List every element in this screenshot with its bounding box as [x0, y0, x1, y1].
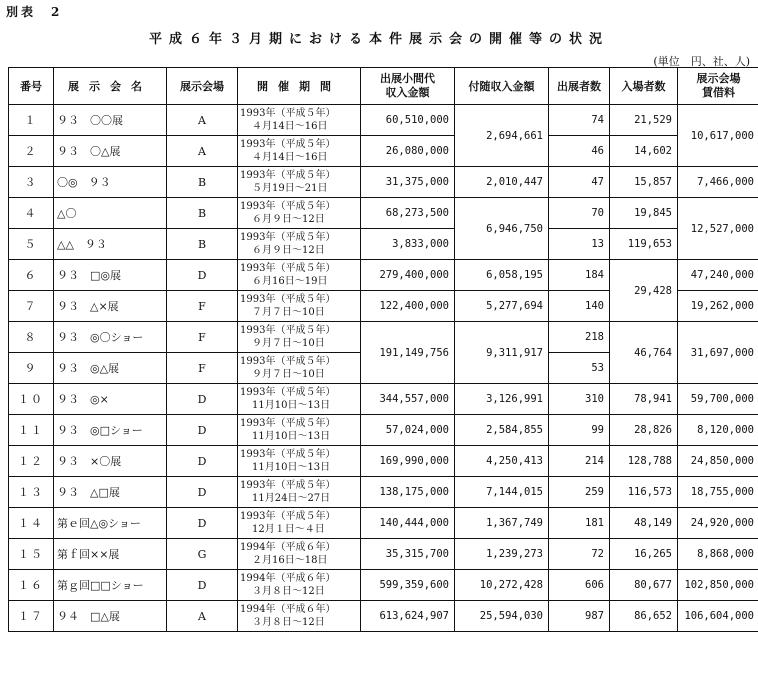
- table-row: [9, 446, 758, 477]
- row-no: １３: [9, 477, 54, 508]
- exhibitor-count: 218: [549, 322, 610, 353]
- period: [238, 105, 361, 136]
- exhibition-name: ９４ □△展: [54, 601, 167, 632]
- row-no: １０: [9, 384, 54, 415]
- period: [238, 477, 361, 508]
- venue: A: [167, 105, 238, 136]
- period: [238, 570, 361, 601]
- venue: G: [167, 539, 238, 570]
- venue: D: [167, 260, 238, 291]
- exhibition-name: 〇◎ ９３: [54, 167, 167, 198]
- booth-revenue: 31,375,000: [361, 167, 455, 198]
- venue-rent: 19,262,000: [678, 291, 758, 322]
- exhibitor-count: 606: [549, 570, 610, 601]
- exhibitor-count: 140: [549, 291, 610, 322]
- table-row: [9, 477, 758, 508]
- exhibition-name: 第ｇ回□□ショー: [54, 570, 167, 601]
- venue: F: [167, 291, 238, 322]
- visitor-count: 14,602: [610, 136, 678, 167]
- venue: B: [167, 198, 238, 229]
- row-no: ４: [9, 198, 54, 229]
- period: [238, 260, 361, 291]
- incidental-income: 9,311,917: [455, 322, 549, 384]
- booth-revenue: 60,510,000: [361, 105, 455, 136]
- booth-revenue: 35,315,700: [361, 539, 455, 570]
- incidental-income: 2,584,855: [455, 415, 549, 446]
- visitor-count: 46,764: [610, 322, 678, 384]
- incidental-income: 6,058,195: [455, 260, 549, 291]
- exhibition-name: ９３ ◎□ショー: [54, 415, 167, 446]
- period-dates: 12月１日～４日: [252, 524, 325, 535]
- period-year: 1993年（平成５年）: [240, 480, 336, 491]
- period-dates: ９月７日～10日: [252, 338, 325, 349]
- booth-revenue: 68,273,500: [361, 198, 455, 229]
- period-dates: ２月16日～18日: [252, 555, 328, 566]
- exhibition-name: ９３ 〇〇展: [54, 105, 167, 136]
- venue-rent: 47,240,000: [678, 260, 758, 291]
- period: [238, 322, 361, 353]
- booth-revenue: 26,080,000: [361, 136, 455, 167]
- booth-revenue: 138,175,000: [361, 477, 455, 508]
- venue-rent: 102,850,000: [678, 570, 758, 601]
- visitor-count: 78,941: [610, 384, 678, 415]
- table-row: [9, 570, 758, 601]
- period-year: 1993年（平成５年）: [240, 356, 336, 367]
- venue: D: [167, 446, 238, 477]
- period-dates: ４月14日～16日: [252, 152, 328, 163]
- row-no: １５: [9, 539, 54, 570]
- period: [238, 229, 361, 260]
- period: [238, 291, 361, 322]
- exhibition-name: ９３ ×〇展: [54, 446, 167, 477]
- period-year: 1994年（平成６年）: [240, 542, 336, 553]
- incidental-income: 1,239,273: [455, 539, 549, 570]
- incidental-income: 2,010,447: [455, 167, 549, 198]
- period: [238, 539, 361, 570]
- table-row: [9, 167, 758, 198]
- incidental-income: 7,144,015: [455, 477, 549, 508]
- period-dates: ５月19日～21日: [252, 183, 328, 194]
- period-year: 1993年（平成５年）: [240, 418, 336, 429]
- exhibition-name: ９３ 〇△展: [54, 136, 167, 167]
- period: [238, 601, 361, 632]
- visitor-count: 86,652: [610, 601, 678, 632]
- row-no: ８: [9, 322, 54, 353]
- venue-rent: 31,697,000: [678, 322, 758, 384]
- table-row: [9, 601, 758, 632]
- venue-rent: 8,120,000: [678, 415, 758, 446]
- unit-note: (単位 円、社、人): [653, 55, 750, 68]
- exhibitor-count: 181: [549, 508, 610, 539]
- booth-revenue: 57,024,000: [361, 415, 455, 446]
- venue-rent: 7,466,000: [678, 167, 758, 198]
- venue-rent: 12,527,000: [678, 198, 758, 260]
- venue: A: [167, 136, 238, 167]
- period-dates: ７月７日～10日: [252, 307, 325, 318]
- booth-revenue: 140,444,000: [361, 508, 455, 539]
- header-venue-rent-l1: 展示会場: [696, 72, 741, 85]
- header-no: 番号: [9, 68, 54, 105]
- header-visitors: 入場者数: [610, 68, 678, 105]
- period: [238, 136, 361, 167]
- header-exhibitors: 出展者数: [549, 68, 610, 105]
- venue: F: [167, 322, 238, 353]
- exhibitor-count: 310: [549, 384, 610, 415]
- header-venue-rent-l2: 賃借料: [702, 86, 735, 99]
- table-row: [9, 229, 758, 260]
- period-dates: ９月７日～10日: [252, 369, 325, 380]
- period-year: 1993年（平成５年）: [240, 294, 336, 305]
- visitor-count: 21,529: [610, 105, 678, 136]
- exhibitor-count: 74: [549, 105, 610, 136]
- period-year: 1994年（平成６年）: [240, 573, 336, 584]
- document-label: 別表 2: [6, 5, 63, 19]
- table-row: [9, 136, 758, 167]
- header-booth-revenue-l2: 収入金額: [385, 86, 430, 99]
- row-no: ５: [9, 229, 54, 260]
- period: [238, 167, 361, 198]
- period-year: 1993年（平成５年）: [240, 449, 336, 460]
- venue: A: [167, 601, 238, 632]
- row-no: １: [9, 105, 54, 136]
- row-no: ９: [9, 353, 54, 384]
- exhibition-name: ９３ △□展: [54, 477, 167, 508]
- exhibitor-count: 53: [549, 353, 610, 384]
- row-no: ３: [9, 167, 54, 198]
- exhibition-name: ９３ ◎×: [54, 384, 167, 415]
- period-dates: ６月16日～19日: [252, 276, 328, 287]
- visitor-count: 48,149: [610, 508, 678, 539]
- incidental-income: 25,594,030: [455, 601, 549, 632]
- period-year: 1993年（平成５年）: [240, 511, 336, 522]
- period: [238, 446, 361, 477]
- row-no: １２: [9, 446, 54, 477]
- venue: F: [167, 353, 238, 384]
- table-row: [9, 384, 758, 415]
- table-row: [9, 539, 758, 570]
- period-dates: 11月24日～27日: [252, 493, 331, 504]
- venue: D: [167, 415, 238, 446]
- exhibitor-count: 47: [549, 167, 610, 198]
- document-title: 平成６年３月期における本件展示会の開催等の状況: [148, 32, 609, 47]
- period: [238, 384, 361, 415]
- visitor-count: 29,428: [610, 260, 678, 322]
- venue: D: [167, 570, 238, 601]
- exhibition-name: △△ ９３: [54, 229, 167, 260]
- exhibition-name: △〇: [54, 198, 167, 229]
- period-year: 1993年（平成５年）: [240, 232, 336, 243]
- booth-revenue: 344,557,000: [361, 384, 455, 415]
- period: [238, 508, 361, 539]
- exhibition-name: ９３ ◎〇ショー: [54, 322, 167, 353]
- period-dates: ３月８日～12日: [252, 617, 325, 628]
- header-venue-rent: [678, 68, 758, 105]
- table-row: [9, 508, 758, 539]
- exhibition-name: ９３ □◎展: [54, 260, 167, 291]
- header-period: 開催期間: [238, 68, 361, 105]
- header-booth-revenue: [361, 68, 455, 105]
- header-name: 展示会名: [54, 68, 167, 105]
- visitor-count: 128,788: [610, 446, 678, 477]
- incidental-income: 6,946,750: [455, 198, 549, 260]
- exhibition-name: ９３ △×展: [54, 291, 167, 322]
- visitor-count: 15,857: [610, 167, 678, 198]
- exhibitor-count: 184: [549, 260, 610, 291]
- visitor-count: 116,573: [610, 477, 678, 508]
- period-dates: 11月10日～13日: [252, 462, 331, 473]
- visitor-count: 16,265: [610, 539, 678, 570]
- table-row: [9, 415, 758, 446]
- venue-rent: 106,604,000: [678, 601, 758, 632]
- exhibition-name: 第ｆ回××展: [54, 539, 167, 570]
- venue: B: [167, 167, 238, 198]
- period-dates: ６月９日～12日: [252, 214, 325, 225]
- row-no: ６: [9, 260, 54, 291]
- period-dates: ３月８日～12日: [252, 586, 325, 597]
- header-venue: 展示会場: [167, 68, 238, 105]
- exhibitor-count: 46: [549, 136, 610, 167]
- venue-rent: 18,755,000: [678, 477, 758, 508]
- venue: D: [167, 508, 238, 539]
- visitor-count: 119,653: [610, 229, 678, 260]
- booth-revenue: 3,833,000: [361, 229, 455, 260]
- period-year: 1993年（平成５年）: [240, 263, 336, 274]
- venue-rent: 24,850,000: [678, 446, 758, 477]
- booth-revenue: 613,624,907: [361, 601, 455, 632]
- header-booth-revenue-l1: 出展小間代: [380, 72, 435, 85]
- exhibitor-count: 13: [549, 229, 610, 260]
- period-dates: ４月14日～16日: [252, 121, 328, 132]
- period-year: 1994年（平成６年）: [240, 604, 336, 615]
- header-incidental-income: 付随収入金額: [455, 68, 549, 105]
- incidental-income: 4,250,413: [455, 446, 549, 477]
- row-no: ２: [9, 136, 54, 167]
- period-dates: ６月９日～12日: [252, 245, 325, 256]
- booth-revenue: 122,400,000: [361, 291, 455, 322]
- booth-revenue: 169,990,000: [361, 446, 455, 477]
- period-dates: 11月10日～13日: [252, 400, 331, 411]
- table-row: [9, 198, 758, 229]
- period-year: 1993年（平成５年）: [240, 325, 336, 336]
- exhibitor-count: 987: [549, 601, 610, 632]
- incidental-income: 5,277,694: [455, 291, 549, 322]
- period-dates: 11月10日～13日: [252, 431, 331, 442]
- period-year: 1993年（平成５年）: [240, 170, 336, 181]
- exhibition-table: [8, 67, 758, 632]
- visitor-count: 19,845: [610, 198, 678, 229]
- incidental-income: 1,367,749: [455, 508, 549, 539]
- incidental-income: 10,272,428: [455, 570, 549, 601]
- incidental-income: 3,126,991: [455, 384, 549, 415]
- exhibitor-count: 214: [549, 446, 610, 477]
- period-year: 1993年（平成５年）: [240, 387, 336, 398]
- period: [238, 198, 361, 229]
- period-year: 1993年（平成５年）: [240, 201, 336, 212]
- incidental-income: 2,694,661: [455, 105, 549, 167]
- exhibitor-count: 72: [549, 539, 610, 570]
- row-no: １１: [9, 415, 54, 446]
- booth-revenue: 599,359,600: [361, 570, 455, 601]
- table-row: [9, 105, 758, 136]
- venue: D: [167, 477, 238, 508]
- exhibition-name: ９３ ◎△展: [54, 353, 167, 384]
- table-row: [9, 260, 758, 291]
- booth-revenue: 279,400,000: [361, 260, 455, 291]
- period-year: 1993年（平成５年）: [240, 139, 336, 150]
- venue-rent: 8,868,000: [678, 539, 758, 570]
- exhibitor-count: 99: [549, 415, 610, 446]
- header-row: [9, 68, 758, 105]
- exhibition-name: 第ｅ回△◎ショー: [54, 508, 167, 539]
- booth-revenue: 191,149,756: [361, 322, 455, 384]
- row-no: ７: [9, 291, 54, 322]
- venue-rent: 24,920,000: [678, 508, 758, 539]
- period-year: 1993年（平成５年）: [240, 108, 336, 119]
- venue: D: [167, 384, 238, 415]
- exhibitor-count: 70: [549, 198, 610, 229]
- table-row: [9, 322, 758, 353]
- venue-rent: 10,617,000: [678, 105, 758, 167]
- visitor-count: 80,677: [610, 570, 678, 601]
- venue: B: [167, 229, 238, 260]
- period: [238, 353, 361, 384]
- row-no: １４: [9, 508, 54, 539]
- row-no: １６: [9, 570, 54, 601]
- row-no: １７: [9, 601, 54, 632]
- exhibitor-count: 259: [549, 477, 610, 508]
- period: [238, 415, 361, 446]
- venue-rent: 59,700,000: [678, 384, 758, 415]
- visitor-count: 28,826: [610, 415, 678, 446]
